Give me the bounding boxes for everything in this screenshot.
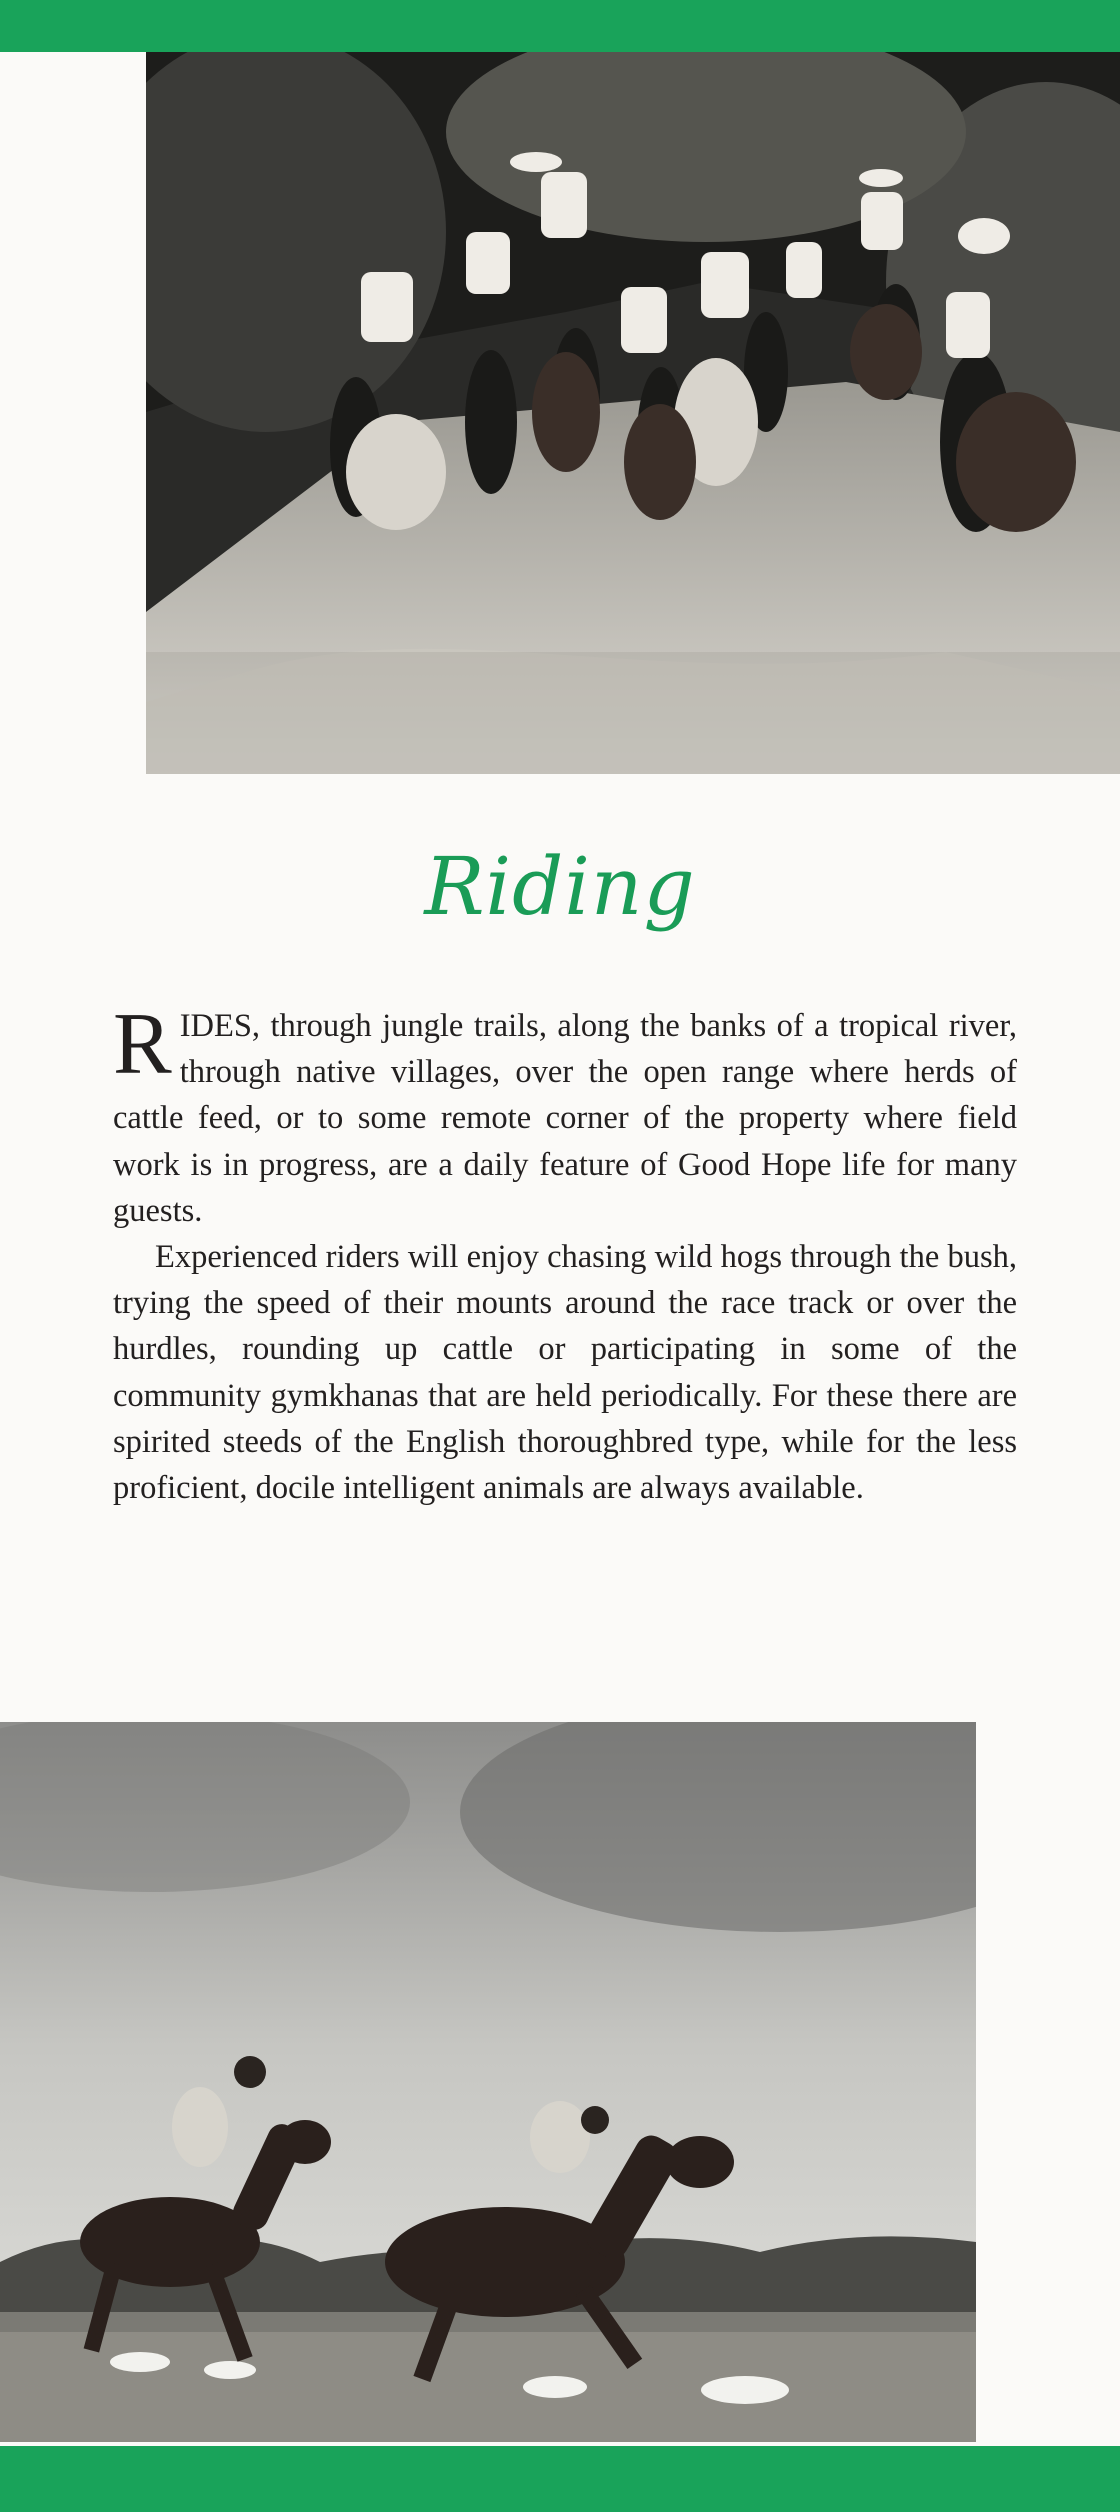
photo-galloping-horses (0, 1722, 976, 2442)
paragraph-1-text: IDES, through jungle trails, along the banks of a tropical river, through native villages, over the open range where herds of cattle feed, or to some remote corner of the property where field work is in progress, are a daily feature of Good Hope life for many guests. (113, 1008, 1017, 1229)
photo-riders-on-jungle-trail (146, 52, 1120, 774)
top-green-band (0, 0, 1120, 52)
bottom-green-band (0, 2446, 1120, 2512)
page-title: Riding (424, 840, 696, 933)
paragraph-2: Experienced riders will enjoy chasing wild hogs through the bush, trying the speed of their mounts around the race track or over the hurdles, rounding up cattle or participating in some of the community gymkhanas that are held periodically. For these there are spirited steeds of the English thoroughbred type, while for the less proficient, docile intelligent animals are always available. (113, 1239, 1017, 1507)
article-body (113, 996, 1017, 1511)
drop-cap: R (113, 996, 172, 1093)
paragraph-1 (113, 996, 1017, 1234)
